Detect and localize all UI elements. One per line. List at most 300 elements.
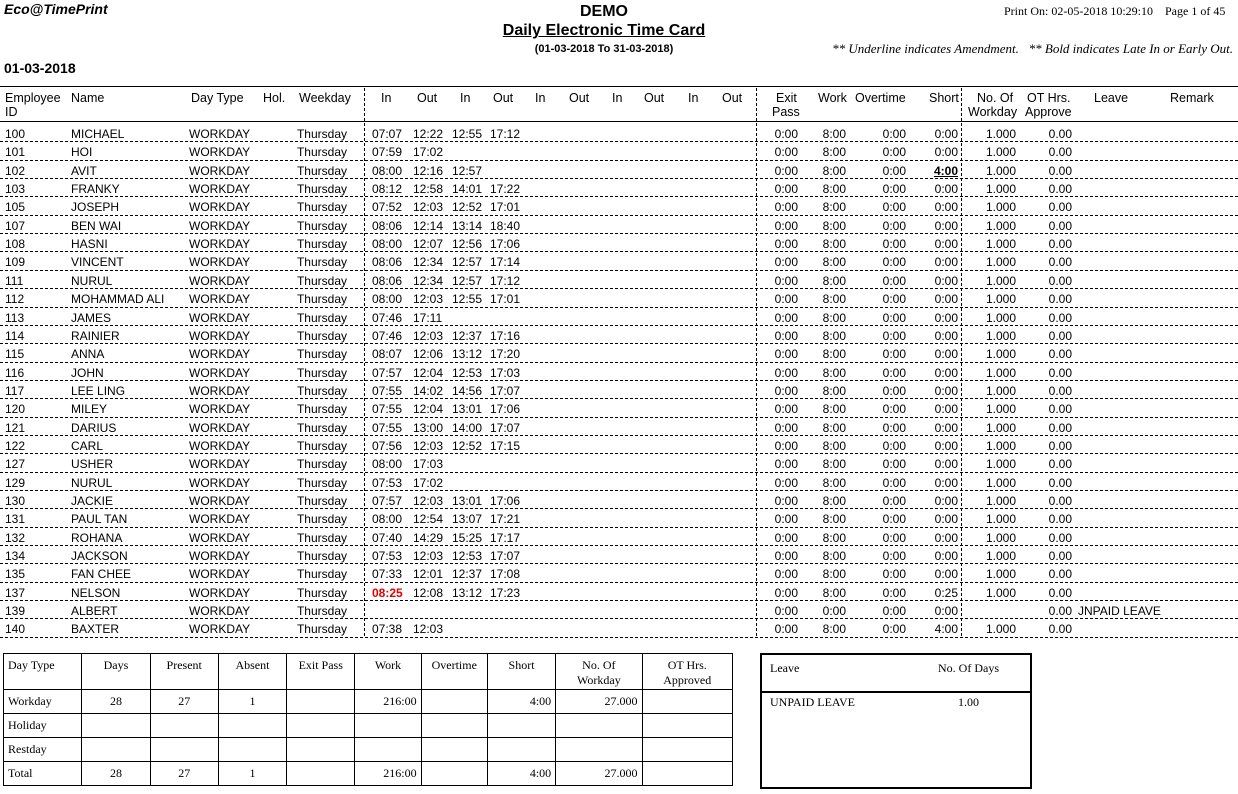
header-top-rule	[0, 86, 1238, 87]
punch-time-1: 07:46	[372, 328, 403, 343]
punch-time-2: 12:54	[413, 512, 444, 527]
leave-header-rule	[762, 691, 1030, 693]
weekday: Thursday	[296, 402, 347, 417]
col-in-4: In	[612, 91, 623, 105]
table-row	[0, 271, 1238, 289]
employee-name: USHER	[71, 457, 114, 472]
workday-value: 1.000	[985, 530, 1016, 545]
workday-value: 1.000	[985, 402, 1016, 417]
weekday: Thursday	[296, 567, 347, 582]
summary-cell	[487, 714, 555, 738]
summary-header-cell: Short	[487, 654, 555, 690]
summary-cell: 216:00	[355, 762, 421, 786]
work-value: 8:00	[822, 218, 846, 233]
day-type: WORKDAY	[189, 438, 251, 453]
ot-approve-value: 0.00	[1048, 567, 1072, 582]
exit-pass-value: 0:00	[774, 457, 798, 472]
note-underline: ** Underline indicates Amendment.	[832, 41, 1019, 56]
punch-time-4: 17:03	[490, 365, 521, 380]
table-row	[0, 619, 1238, 637]
employee-id: 103	[5, 182, 26, 197]
employee-id: 100	[5, 127, 26, 141]
ot-approve-value: 0.00	[1048, 475, 1072, 490]
employee-id: 115	[5, 347, 25, 362]
overtime-value: 0:00	[882, 512, 906, 527]
day-type: WORKDAY	[189, 292, 251, 307]
punch-time-1: 07:55	[372, 402, 403, 417]
table-row	[0, 418, 1238, 436]
punch-time-1: 08:06	[372, 218, 403, 233]
weekday: Thursday	[296, 182, 347, 197]
employee-name: BEN WAI	[71, 218, 122, 233]
employee-id: 107	[5, 218, 26, 233]
work-value: 8:00	[822, 438, 846, 453]
col-short: Short	[929, 91, 959, 105]
leave-item-days: 1.00	[958, 695, 979, 709]
exit-pass-value: 0:00	[774, 402, 798, 417]
ot-approve-value: 0.00	[1048, 328, 1072, 343]
overtime-value: 0:00	[882, 163, 906, 178]
table-row	[0, 234, 1238, 252]
overtime-value: 0:00	[882, 182, 906, 197]
employee-name: HASNI	[71, 237, 108, 252]
short-value: 0:00	[934, 347, 958, 362]
day-type: WORKDAY	[189, 567, 251, 582]
employee-name: BAXTER	[71, 622, 120, 637]
summary-row	[4, 714, 733, 738]
punch-time-2: 12:08	[413, 585, 444, 600]
ot-approve-value: 0.00	[1048, 420, 1072, 435]
punch-time-1: 08:00	[372, 292, 403, 307]
summary-cell: 28	[82, 762, 150, 786]
workday-value: 1.000	[985, 549, 1016, 564]
employee-name: MILEY	[71, 402, 108, 417]
punch-time-3: 14:56	[452, 383, 483, 398]
exit-pass-value: 0:00	[774, 494, 798, 508]
exit-pass-value: 0:00	[774, 310, 798, 325]
punch-time-1: 07:33	[372, 567, 403, 582]
short-value: 0:00	[934, 402, 958, 417]
overtime-value: 0:00	[882, 200, 906, 215]
day-type: WORKDAY	[189, 475, 251, 490]
day-type: WORKDAY	[189, 383, 251, 398]
ot-approve-value: 0.00	[1048, 604, 1072, 619]
summary-cell: 28	[82, 690, 150, 714]
punch-time-3: 12:37	[452, 567, 483, 582]
employee-name: NURUL	[71, 475, 113, 490]
summary-cell	[355, 738, 421, 762]
summary-cell	[642, 714, 732, 738]
exit-pass-value: 0:00	[774, 383, 798, 398]
punch-time-2: 13:00	[413, 420, 444, 435]
weekday: Thursday	[296, 365, 347, 380]
day-type: WORKDAY	[189, 585, 251, 600]
punch-time-2: 12:34	[413, 273, 444, 288]
punch-time-3: 12:55	[452, 127, 483, 141]
punch-time-2: 12:04	[413, 365, 444, 380]
punch-time-2: 17:11	[413, 310, 443, 325]
col-leave: Leave	[1094, 91, 1129, 105]
punch-time-2: 17:02	[413, 145, 444, 160]
report-title: Daily Electronic Time Card	[502, 22, 706, 39]
table-row	[0, 564, 1238, 582]
overtime-value: 0:00	[882, 494, 906, 508]
table-row	[0, 216, 1238, 234]
summary-cell: Total	[4, 762, 82, 786]
workday-value: 1.000	[985, 475, 1016, 490]
short-value: 0:00	[934, 420, 958, 435]
overtime-value: 0:00	[882, 383, 906, 398]
employee-id: 117	[5, 383, 25, 398]
summary-cell	[421, 690, 487, 714]
table-row	[0, 509, 1238, 527]
punch-time-4: 17:01	[490, 292, 521, 307]
table-row	[0, 161, 1238, 179]
day-type: WORKDAY	[189, 237, 251, 252]
employee-id: 134	[5, 549, 26, 564]
employee-name: LEE LING	[71, 383, 126, 398]
summary-header-cell: Work	[355, 654, 421, 690]
summary-cell: 27	[150, 690, 218, 714]
workday-value: 1.000	[985, 347, 1016, 362]
punch-time-1: 07:55	[372, 383, 403, 398]
weekday: Thursday	[296, 457, 347, 472]
punch-time-2: 17:03	[413, 457, 444, 472]
weekday: Thursday	[296, 310, 347, 325]
ot-approve-value: 0.00	[1048, 402, 1072, 417]
employee-name: JACKIE	[71, 494, 114, 508]
workday-value: 1.000	[985, 365, 1016, 380]
col-weekday: Weekday	[299, 91, 351, 105]
summary-header-cell: Exit Pass	[287, 654, 355, 690]
weekday: Thursday	[296, 383, 347, 398]
employee-name: FAN CHEE	[71, 567, 132, 582]
summary-cell: 1	[218, 762, 286, 786]
punch-time-3: 12:57	[452, 273, 483, 288]
punch-time-4: 17:15	[490, 438, 521, 453]
short-value: 0:00	[934, 328, 958, 343]
work-value: 8:00	[822, 567, 846, 582]
ot-approve-value: 0.00	[1048, 347, 1072, 362]
punch-time-2: 12:03	[413, 328, 444, 343]
ot-approve-value: 0.00	[1048, 457, 1072, 472]
work-value: 8:00	[822, 402, 846, 417]
summary-cell: Restday	[4, 738, 82, 762]
short-value: 0:00	[934, 383, 958, 398]
table-row	[0, 583, 1238, 601]
workday-value: 1.000	[985, 218, 1016, 233]
workday-value: 1.000	[985, 383, 1016, 398]
col-in-3: In	[535, 91, 546, 105]
overtime-value: 0:00	[882, 292, 906, 307]
exit-pass-value: 0:00	[774, 145, 798, 160]
employee-name: NURUL	[71, 273, 113, 288]
ot-approve-value: 0.00	[1048, 182, 1072, 197]
day-type: WORKDAY	[189, 163, 251, 178]
short-value: 0:00	[934, 365, 958, 380]
summary-cell	[642, 738, 732, 762]
exit-pass-value: 0:00	[774, 200, 798, 215]
col-out-4: Out	[644, 91, 665, 105]
table-row	[0, 381, 1238, 399]
day-type: WORKDAY	[189, 310, 251, 325]
ot-approve-value: 0.00	[1048, 585, 1072, 600]
day-type: WORKDAY	[189, 255, 251, 270]
employee-id: 131	[5, 512, 26, 527]
short-value: 0:00	[934, 549, 958, 564]
exit-pass-value: 0:00	[774, 622, 798, 637]
employee-name: ROHANA	[71, 530, 123, 545]
punch-time-1: 08:07	[372, 347, 403, 362]
punch-time-3: 12:37	[452, 328, 483, 343]
day-type: WORKDAY	[189, 494, 251, 508]
overtime-value: 0:00	[882, 255, 906, 270]
punch-time-2: 14:29	[413, 530, 444, 545]
summary-cell: 27.000	[556, 762, 642, 786]
overtime-value: 0:00	[882, 585, 906, 600]
short-value: 0:00	[934, 182, 958, 197]
workday-value: 1.000	[985, 182, 1016, 197]
table-row	[0, 326, 1238, 344]
employee-id: 139	[5, 604, 26, 619]
work-value: 8:00	[822, 512, 846, 527]
employee-id: 105	[5, 200, 26, 215]
overtime-value: 0:00	[882, 402, 906, 417]
day-type: WORKDAY	[189, 622, 251, 637]
col-no-of-workday: No. Of	[977, 91, 1014, 105]
weekday: Thursday	[296, 585, 347, 600]
punch-time-1: 08:06	[372, 273, 403, 288]
workday-value: 1.000	[985, 163, 1016, 178]
summary-cell: 216:00	[355, 690, 421, 714]
table-row	[0, 546, 1238, 564]
table-row	[0, 344, 1238, 362]
work-value: 8:00	[822, 182, 846, 197]
workday-value: 1.000	[985, 328, 1016, 343]
overtime-value: 0:00	[882, 567, 906, 582]
short-value: 0:00	[934, 310, 958, 325]
ot-approve-value: 0.00	[1048, 273, 1072, 288]
punch-time-3: 13:12	[452, 585, 483, 600]
day-type: WORKDAY	[189, 200, 251, 215]
employee-id: 114	[5, 328, 25, 343]
leave-summary-box	[760, 653, 1032, 789]
workday-value: 1.000	[985, 585, 1016, 600]
day-type: WORKDAY	[189, 347, 251, 362]
ot-approve-value: 0.00	[1048, 237, 1072, 252]
employee-id: 113	[5, 310, 25, 325]
overtime-value: 0:00	[882, 273, 906, 288]
punch-time-2: 12:03	[413, 549, 444, 564]
leave-value: JNPAID LEAVE	[1078, 604, 1161, 619]
table-row	[0, 289, 1238, 307]
employee-name: CARL	[71, 438, 104, 453]
overtime-value: 0:00	[882, 622, 906, 637]
row-separator	[0, 637, 1238, 638]
col-name: Name	[71, 91, 105, 105]
brand-logo-text: Eco@TimePrint	[4, 1, 108, 17]
work-value: 8:00	[822, 347, 846, 362]
ot-approve-value: 0.00	[1048, 163, 1072, 178]
short-value: 0:25	[934, 585, 958, 600]
table-row	[0, 399, 1238, 417]
summary-cell	[150, 714, 218, 738]
summary-header-cell: No. Of Workday	[556, 654, 642, 690]
weekday: Thursday	[296, 438, 347, 453]
exit-pass-value: 0:00	[774, 420, 798, 435]
employee-id: 135	[5, 567, 26, 582]
employee-id: 121	[5, 420, 26, 435]
summary-row	[4, 690, 733, 714]
col-in-1: In	[381, 91, 392, 105]
punch-time-1: 07:38	[372, 622, 403, 637]
short-value: 0:00	[934, 237, 958, 252]
table-row	[0, 601, 1238, 619]
punch-time-3: 12:53	[452, 549, 483, 564]
weekday: Thursday	[296, 145, 347, 160]
summary-cell	[421, 738, 487, 762]
ot-approve-value: 0.00	[1048, 127, 1072, 141]
day-type: WORKDAY	[189, 365, 251, 380]
punch-time-2: 12:14	[413, 218, 444, 233]
summary-header-cell: OT Hrs. Approved	[642, 654, 732, 690]
short-value: 0:00	[934, 512, 958, 527]
summary-cell	[556, 738, 642, 762]
work-value: 8:00	[822, 457, 846, 472]
exit-pass-value: 0:00	[774, 255, 798, 270]
day-type: WORKDAY	[189, 145, 251, 160]
overtime-value: 0:00	[882, 145, 906, 160]
punch-time-4: 17:12	[490, 127, 521, 141]
punch-time-2: 17:02	[413, 475, 444, 490]
punch-time-1: 08:00	[372, 457, 403, 472]
leave-col-leave: Leave	[770, 661, 800, 675]
punch-time-1: 07:07	[372, 127, 403, 141]
work-value: 8:00	[822, 494, 846, 508]
summary-row	[4, 738, 733, 762]
work-value: 8:00	[822, 200, 846, 215]
report-date: 01-03-2018	[4, 60, 76, 76]
weekday: Thursday	[296, 127, 347, 141]
punch-time-2: 12:03	[413, 622, 444, 637]
workday-value: 1.000	[985, 494, 1016, 508]
table-row	[0, 528, 1238, 546]
summary-cell: 27.000	[556, 690, 642, 714]
short-value: 0:00	[934, 494, 958, 508]
col-day-type: Day Type	[191, 91, 244, 105]
employee-id: 109	[5, 255, 26, 270]
punch-time-1: 08:00	[372, 512, 403, 527]
day-type: WORKDAY	[189, 218, 251, 233]
table-row	[0, 124, 1238, 142]
employee-id: 127	[5, 457, 26, 472]
ot-approve-value: 0.00	[1048, 383, 1072, 398]
punch-time-3: 13:14	[452, 218, 483, 233]
weekday: Thursday	[296, 255, 347, 270]
punch-time-4: 17:17	[490, 530, 521, 545]
day-type: WORKDAY	[189, 182, 251, 197]
punch-time-4: 17:06	[490, 237, 521, 252]
leave-item-name: UNPAID LEAVE	[770, 695, 856, 709]
short-value: 0:00	[934, 218, 958, 233]
workday-value: 1.000	[985, 622, 1016, 637]
employee-name: MICHAEL	[71, 127, 125, 141]
summary-cell: Holiday	[4, 714, 82, 738]
employee-id: 122	[5, 438, 26, 453]
punch-time-2: 12:34	[413, 255, 444, 270]
workday-value: 1.000	[985, 127, 1016, 141]
employee-name: RAINIER	[71, 328, 120, 343]
punch-time-1: 07:57	[372, 494, 403, 508]
short-value: 0:00	[934, 200, 958, 215]
exit-pass-value: 0:00	[774, 347, 798, 362]
summary-row	[4, 762, 733, 786]
punch-time-3: 13:01	[452, 494, 483, 508]
punch-time-4: 17:14	[490, 255, 521, 270]
employee-name: JAMES	[71, 310, 112, 325]
weekday: Thursday	[296, 218, 347, 233]
work-value: 8:00	[822, 365, 846, 380]
punch-time-2: 12:03	[413, 494, 444, 508]
punch-time-2: 12:04	[413, 402, 444, 417]
punch-time-1: 08:25	[372, 585, 403, 600]
employee-name: NELSON	[71, 585, 121, 600]
overtime-value: 0:00	[882, 218, 906, 233]
short-value: 0:00	[934, 255, 958, 270]
work-value: 8:00	[822, 475, 846, 490]
employee-name: DARIUS	[71, 420, 117, 435]
summary-cell	[287, 762, 355, 786]
exit-pass-value: 0:00	[774, 604, 798, 619]
punch-time-4: 17:07	[490, 549, 521, 564]
short-value: 0:00	[934, 530, 958, 545]
summary-cell	[642, 690, 732, 714]
col-out-2: Out	[493, 91, 514, 105]
punch-time-4: 17:16	[490, 328, 521, 343]
punch-time-1: 08:00	[372, 237, 403, 252]
punch-time-3: 15:25	[452, 530, 483, 545]
employee-name: JOSEPH	[71, 200, 120, 215]
col-remark: Remark	[1170, 91, 1214, 105]
col-hol: Hol.	[263, 91, 286, 105]
punch-time-4: 18:40	[490, 218, 521, 233]
exit-pass-value: 0:00	[774, 237, 798, 252]
employee-name: PAUL TAN	[71, 512, 128, 527]
work-value: 8:00	[822, 163, 846, 178]
table-row	[0, 308, 1238, 326]
weekday: Thursday	[296, 475, 347, 490]
employee-id: 120	[5, 402, 26, 417]
work-value: 8:00	[822, 549, 846, 564]
header-bottom-rule	[0, 121, 1238, 122]
employee-name: AVIT	[71, 163, 97, 178]
exit-pass-value: 0:00	[774, 530, 798, 545]
punch-time-3: 12:57	[452, 255, 483, 270]
punch-time-4: 17:12	[490, 273, 521, 288]
punch-time-4: 17:23	[490, 585, 521, 600]
day-type: WORKDAY	[189, 457, 251, 472]
employee-id: 130	[5, 494, 26, 508]
col-in-2: In	[460, 91, 471, 105]
workday-value: 1.000	[985, 292, 1016, 307]
punch-time-4: 17:07	[490, 420, 521, 435]
day-type: WORKDAY	[189, 530, 251, 545]
summary-cell	[82, 738, 150, 762]
work-value: 0:00	[822, 604, 846, 619]
workday-value: 1.000	[985, 255, 1016, 270]
ot-approve-value: 0.00	[1048, 622, 1072, 637]
summary-header-cell: Day Type	[4, 654, 82, 690]
